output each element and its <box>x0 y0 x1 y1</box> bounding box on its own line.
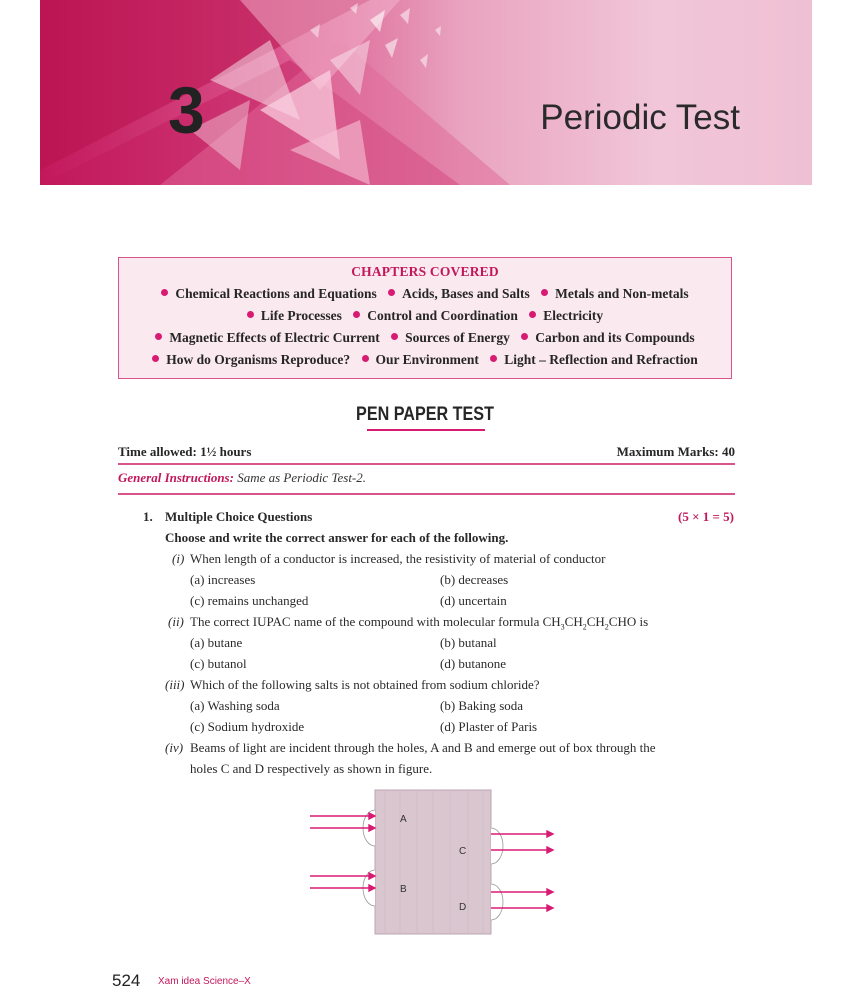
bullet-icon <box>529 311 536 318</box>
option: (b) decreases <box>440 572 509 587</box>
general-instructions: General Instructions: Same as Periodic Test-2. <box>118 470 367 485</box>
test-title: PEN PAPER TEST <box>356 404 494 425</box>
instructions-label: General Instructions <box>118 470 230 485</box>
time-allowed: Time allowed: 1½ hours <box>118 444 252 459</box>
question-heading: Multiple Choice Questions <box>165 509 313 524</box>
chapters-line <box>119 286 731 302</box>
maximum-marks: Maximum Marks: 40 <box>616 444 735 459</box>
book-title: Xam idea Science–X <box>158 976 251 987</box>
label-b: B <box>400 884 407 895</box>
divider <box>118 493 735 495</box>
option: (d) butanone <box>440 656 507 671</box>
part-text: holes C and D respectively as shown in figure. <box>190 761 433 776</box>
chapter-item: Our Environment <box>362 352 479 368</box>
question-marks: (5 × 1 = 5) <box>678 509 734 524</box>
part-text: When length of a conductor is increased, the resistivity of material of conductor <box>190 551 606 566</box>
bullet-icon <box>521 333 528 340</box>
bullet-icon <box>541 289 548 296</box>
bullet-icon <box>161 289 168 296</box>
label-d: D <box>459 902 467 913</box>
light-box-figure <box>305 788 555 936</box>
chapters-covered-box <box>118 257 732 379</box>
chapter-item: Chemical Reactions and Equations <box>161 286 376 302</box>
instructions-text: Same as Periodic Test-2. <box>237 470 367 485</box>
label-c: C <box>459 846 467 857</box>
chapter-item: Carbon and its Compounds <box>521 330 694 346</box>
option: (d) Plaster of Paris <box>440 719 538 734</box>
part-label: (iii) <box>165 677 185 692</box>
page-number: 524 <box>112 971 141 990</box>
option: (c) butanol <box>190 656 247 671</box>
part-text: Which of the following salts is not obtained from sodium chloride? <box>190 677 540 692</box>
bullet-icon <box>247 311 254 318</box>
chapter-banner <box>40 0 812 185</box>
test-title-underline <box>367 429 485 431</box>
option: (b) butanal <box>440 635 497 650</box>
chapter-item: How do Organisms Reproduce? <box>152 352 350 368</box>
hole-d <box>491 884 503 920</box>
chapter-item: Acids, Bases and Salts <box>388 286 530 302</box>
part-label: (i) <box>172 551 185 566</box>
bullet-icon <box>152 355 159 362</box>
question-number: 1. <box>143 509 153 524</box>
chapter-item: Sources of Energy <box>391 330 510 346</box>
option: (b) Baking soda <box>440 698 524 713</box>
question-instruction: Choose and write the correct answer for each of the following. <box>165 530 509 545</box>
chapters-line <box>119 308 731 324</box>
chapter-number: 3 <box>168 73 205 147</box>
part-text: The correct IUPAC name of the compound with molecular formula $CH_3CH_2CH_2CHO$ is <box>190 614 649 632</box>
bullet-icon <box>353 311 360 318</box>
bullet-icon <box>388 289 395 296</box>
chapter-item: Metals and Non-metals <box>541 286 689 302</box>
page-title: Periodic Test <box>540 98 740 137</box>
part-label: (ii) <box>168 614 184 629</box>
option: (c) Sodium hydroxide <box>190 719 305 734</box>
banner-decoration <box>40 0 812 185</box>
chapter-item: Light – Reflection and Refraction <box>490 352 697 368</box>
divider <box>118 463 735 465</box>
chapter-item: Life Processes <box>247 308 342 324</box>
part-label: (iv) <box>165 740 184 755</box>
bullet-icon <box>490 355 497 362</box>
bullet-icon <box>155 333 162 340</box>
option: (a) butane <box>190 635 243 650</box>
part-text: Beams of light are incident through the holes, A and B and emerge out of box through the <box>190 740 656 755</box>
option: (d) uncertain <box>440 593 507 608</box>
chapter-item: Magnetic Effects of Electric Current <box>155 330 379 346</box>
chapters-line <box>119 330 731 346</box>
chapter-item: Control and Coordination <box>353 308 518 324</box>
bullet-icon <box>362 355 369 362</box>
option: (c) remains unchanged <box>190 593 309 608</box>
option: (a) increases <box>190 572 256 587</box>
chapters-line <box>119 352 731 368</box>
chapter-item: Electricity <box>529 308 603 324</box>
chapters-covered-heading: CHAPTERS COVERED <box>351 264 499 279</box>
label-a: A <box>400 814 407 825</box>
option: (a) Washing soda <box>190 698 280 713</box>
bullet-icon <box>391 333 398 340</box>
